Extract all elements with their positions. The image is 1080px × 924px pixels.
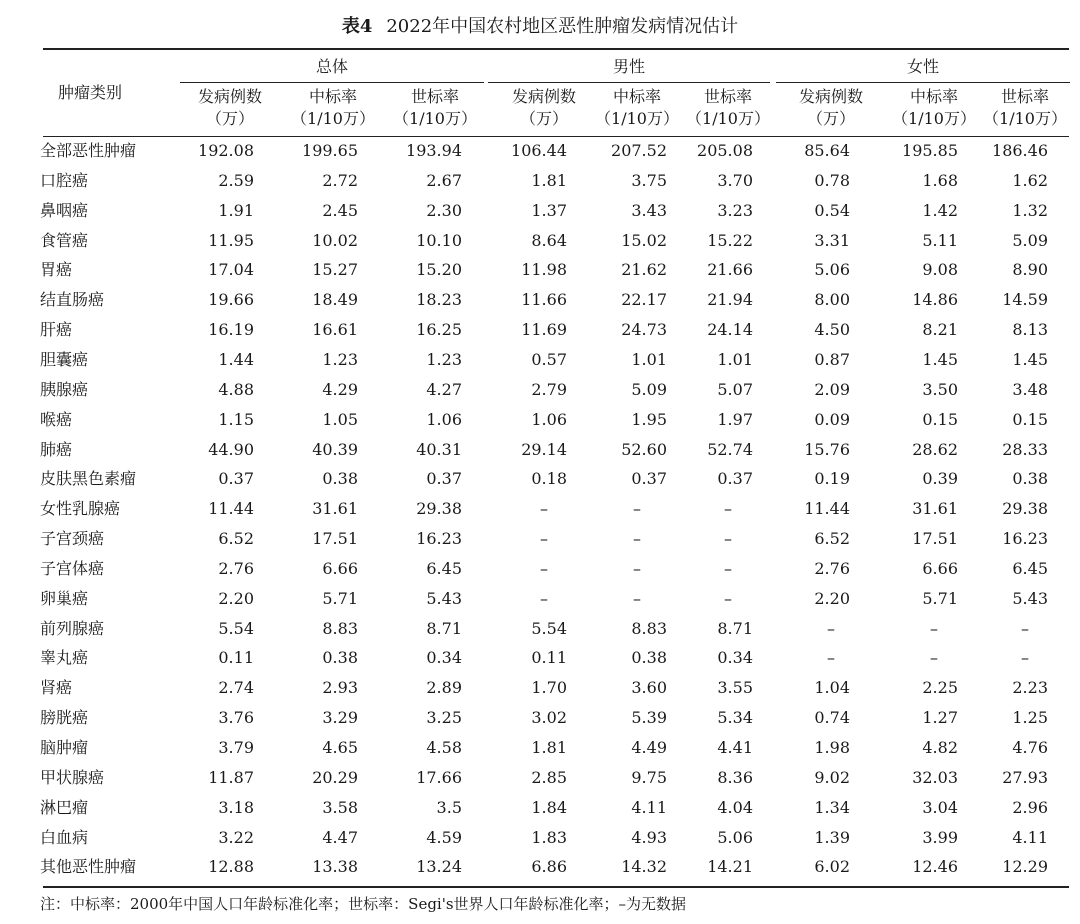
column-header-unit: （1/10万） [686,109,770,128]
table-cell: 199.65 [302,141,358,160]
column-header-label: 世标率 [703,87,752,106]
table-cell: 1.34 [814,798,850,817]
table-cell: – [540,559,548,578]
table-cell: 13.24 [416,857,462,876]
table-cell: – [540,589,548,608]
column-header-unit: （1/10万） [892,109,976,128]
table-cell: – [827,619,835,638]
row-category: 其他恶性肿瘤 [40,857,137,876]
table-cell: 5.71 [922,589,958,608]
table-cell: 4.41 [717,738,753,757]
table-cell: 18.23 [416,290,462,309]
table-cell: 0.37 [717,469,753,488]
table-cell: – [1021,619,1029,638]
table-cell: 4.65 [322,738,358,757]
table-cell: 8.71 [426,619,462,638]
table-cell: 11.66 [521,290,567,309]
table-cell: 8.90 [1012,260,1048,279]
table-cell: 11.44 [208,499,254,518]
table-cell: 4.47 [322,828,358,847]
table-cell: 17.04 [208,260,254,279]
table-cell: 9.08 [922,260,958,279]
table-cell: 12.29 [1002,857,1048,876]
table-cell: 0.11 [218,648,254,667]
row-category: 口腔癌 [40,171,89,190]
table-cell: 3.02 [531,708,567,727]
table-title [0,15,1080,39]
table-cell: 44.90 [208,440,254,459]
table-cell: 0.34 [426,648,462,667]
table-cell: 3.75 [631,171,667,190]
table-cell: 1.81 [531,171,567,190]
table-cell: 16.61 [312,320,358,339]
table-cell: 5.06 [814,260,850,279]
table-cell: 4.59 [426,828,462,847]
table-cell: 3.25 [426,708,462,727]
table-cell: 0.54 [814,201,850,220]
table-cell: 207.52 [611,141,667,160]
table-cell: 1.15 [218,410,254,429]
table-cell: 0.18 [531,469,567,488]
row-category: 子宫体癌 [40,559,105,578]
table-cell: 1.98 [814,738,850,757]
column-header-unit: （万） [205,109,254,128]
table-cell: 15.22 [707,231,753,250]
row-category: 胃癌 [40,260,73,279]
table-cell: 1.32 [1012,201,1048,220]
table-cell: 11.98 [521,260,567,279]
table-cell: 3.99 [922,828,958,847]
row-category: 膀胱癌 [40,708,89,727]
table-cell: 106.44 [511,141,567,160]
column-header-category: 肿瘤类别 [58,83,123,102]
row-category: 白血病 [40,828,89,847]
table-cell: 192.08 [198,141,254,160]
row-category: 睾丸癌 [40,648,89,667]
table-cell: 0.15 [922,410,958,429]
table-cell: 2.23 [1012,678,1048,697]
table-cell: 2.72 [322,171,358,190]
column-header-unit: （1/10万） [291,109,375,128]
table-cell: 4.82 [922,738,958,757]
table-cell: 14.59 [1002,290,1048,309]
table-cell: 3.31 [814,231,850,250]
table-cell: 15.27 [312,260,358,279]
table-cell: – [633,589,641,608]
column-header-label: 中标率 [909,87,958,106]
table-cell: 8.64 [531,231,567,250]
table-cell: 40.31 [416,440,462,459]
row-category: 鼻咽癌 [40,201,89,220]
column-header-unit: （1/10万） [393,109,477,128]
table-label: 表4 [341,16,373,37]
column-header-label: 发病例数 [511,87,576,106]
table-cell: 0.38 [1012,469,1048,488]
table-cell: 0.38 [322,469,358,488]
table-cell: 14.32 [621,857,667,876]
table-cell: 2.59 [218,171,254,190]
row-category: 子宫颈癌 [40,529,105,548]
table-cell: 52.74 [707,440,753,459]
table-cell: 5.39 [631,708,667,727]
table-cell: 0.37 [426,469,462,488]
table-cell: 6.45 [1012,559,1048,578]
table-note: 注：中标率：2000年中国人口年龄标准化率；世标率：Segi's世界人口年龄标准化率；–为无数据 [40,895,687,913]
table-cell: 1.97 [717,410,753,429]
table-cell: 16.23 [416,529,462,548]
table-cell: 5.07 [717,380,753,399]
table-cell: 0.78 [814,171,850,190]
table-cell: 85.64 [804,141,850,160]
table-title-text: 2022年中国农村地区恶性肿瘤发病情况估计 [386,16,739,37]
table-cell: 4.50 [814,320,850,339]
column-header-label: 世标率 [410,87,459,106]
row-category: 胆囊癌 [40,350,89,369]
table-cell: 29.14 [521,440,567,459]
table-cell: – [724,559,732,578]
table-cell: 5.09 [1012,231,1048,250]
table-cell: – [724,499,732,518]
table-cell: – [540,499,548,518]
table-cell: 205.08 [697,141,753,160]
table-cell: 14.86 [912,290,958,309]
table-cell: 11.95 [208,231,254,250]
table-cell: – [1021,648,1029,667]
table-cell: 19.66 [208,290,254,309]
table-cell: 2.20 [218,589,254,608]
table-cell: 4.11 [1012,828,1048,847]
table-cell: 2.76 [814,559,850,578]
table-cell: 22.17 [621,290,667,309]
table-cell: – [633,499,641,518]
row-category: 卵巢癌 [40,589,89,608]
table-cell: 8.83 [631,619,667,638]
table-cell: 2.30 [426,201,462,220]
table-cell: 2.79 [531,380,567,399]
bottom-rule [43,886,1069,888]
table-cell: 6.66 [922,559,958,578]
column-header-unit: （万） [519,109,568,128]
table-cell: 2.20 [814,589,850,608]
table-cell: 31.61 [312,499,358,518]
table-cell: 3.79 [218,738,254,757]
table-cell: 2.93 [322,678,358,697]
table-cell: 5.54 [531,619,567,638]
table-cell: 15.20 [416,260,462,279]
table-cell: 3.18 [218,798,254,817]
table-cell: 1.04 [814,678,850,697]
table-cell: 3.5 [436,798,462,817]
table-cell: 5.09 [631,380,667,399]
table-cell: 3.23 [717,201,753,220]
table-cell: 1.70 [531,678,567,697]
table-cell: 0.57 [531,350,567,369]
table-cell: 3.22 [218,828,254,847]
row-category: 食管癌 [40,231,89,250]
table-cell: 8.21 [922,320,958,339]
table-cell: 0.19 [814,469,850,488]
column-header-unit: （1/10万） [595,109,679,128]
table-cell: 4.11 [631,798,667,817]
table-cell: 3.43 [631,201,667,220]
table-cell: 3.48 [1012,380,1048,399]
table-cell: 1.95 [631,410,667,429]
table-cell: 3.29 [322,708,358,727]
row-category: 淋巴瘤 [40,798,89,817]
row-category: 肾癌 [40,678,73,697]
table-cell: 20.29 [312,768,358,787]
table-cell: 28.33 [1002,440,1048,459]
table-cell: – [633,529,641,548]
table-cell: 27.93 [1002,768,1048,787]
table-cell: 4.58 [426,738,462,757]
table-cell: – [540,529,548,548]
column-header-label: 世标率 [1000,87,1049,106]
table-cell: 17.51 [312,529,358,548]
column-header-label: 发病例数 [197,87,262,106]
table-cell: 1.27 [922,708,958,727]
row-category: 肝癌 [40,320,73,339]
table-cell: 40.39 [312,440,358,459]
row-category: 脑肿瘤 [40,738,89,757]
table-cell: 28.62 [912,440,958,459]
table-cell: 3.58 [322,798,358,817]
row-category: 结直肠癌 [40,290,105,309]
group-underline-female [776,82,1070,83]
table-cell: 8.83 [322,619,358,638]
table-cell: 13.38 [312,857,358,876]
table-cell: 193.94 [406,141,462,160]
table-cell: 10.10 [416,231,462,250]
table-cell: 5.11 [922,231,958,250]
table-cell: 4.04 [717,798,753,817]
table-cell: 8.36 [717,768,753,787]
table-cell: 195.85 [902,141,958,160]
column-header-label: 发病例数 [798,87,863,106]
row-category: 胰腺癌 [40,380,89,399]
table-cell: 21.94 [707,290,753,309]
table-cell: 17.66 [416,768,462,787]
table-cell: 18.49 [312,290,358,309]
table-cell: 0.09 [814,410,850,429]
header-rule [43,136,1069,137]
table-cell: 16.19 [208,320,254,339]
column-header-label: 中标率 [308,87,357,106]
table-cell: 1.23 [426,350,462,369]
table-cell: – [827,648,835,667]
table-cell: 0.37 [631,469,667,488]
table-cell: – [930,648,938,667]
table-cell: – [633,559,641,578]
table-cell: 8.71 [717,619,753,638]
row-category: 甲状腺癌 [40,768,105,787]
row-category: 肺癌 [40,440,73,459]
column-header-unit: （万） [806,109,855,128]
table-cell: 6.45 [426,559,462,578]
table-cell: 2.76 [218,559,254,578]
table-cell: 1.81 [531,738,567,757]
column-header-unit: （1/10万） [983,109,1067,128]
table-cell: 15.76 [804,440,850,459]
table-cell: 8.13 [1012,320,1048,339]
table-cell: 1.25 [1012,708,1048,727]
table-cell: 2.67 [426,171,462,190]
table-cell: 1.42 [922,201,958,220]
table-cell: 1.45 [922,350,958,369]
table-cell: 0.37 [218,469,254,488]
table-cell: 0.38 [631,648,667,667]
table-cell: 21.62 [621,260,667,279]
table-cell: 2.09 [814,380,850,399]
table-cell: 4.93 [631,828,667,847]
table-cell: 24.73 [621,320,667,339]
row-category: 女性乳腺癌 [40,499,121,518]
table-cell: 0.38 [322,648,358,667]
table-cell: 16.23 [1002,529,1048,548]
table-cell: 0.87 [814,350,850,369]
table-cell: 9.75 [631,768,667,787]
table-cell: 186.46 [992,141,1048,160]
table-cell: 1.45 [1012,350,1048,369]
table-cell: 1.91 [218,201,254,220]
row-category: 全部恶性肿瘤 [40,141,137,160]
table-cell: 6.66 [322,559,358,578]
table-cell: 11.69 [521,320,567,339]
column-header-label: 中标率 [612,87,661,106]
row-category: 喉癌 [40,410,73,429]
table-cell: 1.01 [631,350,667,369]
table-cell: 1.44 [218,350,254,369]
table-cell: 12.46 [912,857,958,876]
table-cell: 3.60 [631,678,667,697]
row-category: 前列腺癌 [40,619,105,638]
table-cell: 32.03 [912,768,958,787]
table-cell: 2.74 [218,678,254,697]
table-cell: 5.43 [1012,589,1048,608]
table-cell: 17.51 [912,529,958,548]
group-underline-male [488,82,770,83]
table-cell: 1.84 [531,798,567,817]
table-cell: 15.02 [621,231,667,250]
table-cell: 1.37 [531,201,567,220]
table-cell: 1.23 [322,350,358,369]
table-cell: 31.61 [912,499,958,518]
table-cell: 1.68 [922,171,958,190]
table-cell: 8.00 [814,290,850,309]
table-cell: 12.88 [208,857,254,876]
table-cell: – [930,619,938,638]
table-cell: 21.66 [707,260,753,279]
table-cell: 1.06 [426,410,462,429]
table-cell: 1.05 [322,410,358,429]
table-cell: 5.34 [717,708,753,727]
table-cell: 1.39 [814,828,850,847]
table-cell: 11.44 [804,499,850,518]
table-cell: 0.15 [1012,410,1048,429]
group-header-total: 总体 [315,57,348,76]
table-cell: 6.52 [814,529,850,548]
table-cell: 5.06 [717,828,753,847]
table-cell: 1.62 [1012,171,1048,190]
table-cell: – [724,589,732,608]
table-cell: 2.85 [531,768,567,787]
table-cell: 1.06 [531,410,567,429]
table-cell: 0.11 [531,648,567,667]
table-cell: 3.50 [922,380,958,399]
table-cell: 2.25 [922,678,958,697]
table-cell: 3.55 [717,678,753,697]
table-cell: 29.38 [416,499,462,518]
table-cell: 2.96 [1012,798,1048,817]
table-cell: 5.71 [322,589,358,608]
group-header-female: 女性 [906,57,939,76]
table-cell: 9.02 [814,768,850,787]
table-cell: 0.74 [814,708,850,727]
table-cell: 10.02 [312,231,358,250]
row-category: 皮肤黑色素瘤 [40,469,137,488]
table-cell: 4.27 [426,380,462,399]
table-cell: 5.54 [218,619,254,638]
group-underline-total [180,82,484,83]
top-rule [43,48,1069,50]
table-cell: 4.88 [218,380,254,399]
table-cell: – [724,529,732,548]
table-cell: 52.60 [621,440,667,459]
table-cell: 4.76 [1012,738,1048,757]
table-cell: 3.70 [717,171,753,190]
table-cell: 4.29 [322,380,358,399]
table-cell: 0.34 [717,648,753,667]
table-cell: 6.02 [814,857,850,876]
table-cell: 11.87 [208,768,254,787]
table-cell: 3.76 [218,708,254,727]
table-cell: 4.49 [631,738,667,757]
table-cell: 24.14 [707,320,753,339]
table-cell: 0.39 [922,469,958,488]
table-cell: 5.43 [426,589,462,608]
table-cell: 1.01 [717,350,753,369]
table-cell: 2.45 [322,201,358,220]
table-cell: 14.21 [707,857,753,876]
group-header-male: 男性 [612,57,645,76]
table-cell: 3.04 [922,798,958,817]
table-cell: 6.86 [531,857,567,876]
table-cell: 6.52 [218,529,254,548]
table-cell: 16.25 [416,320,462,339]
table-cell: 1.83 [531,828,567,847]
table-cell: 29.38 [1002,499,1048,518]
table-cell: 2.89 [426,678,462,697]
